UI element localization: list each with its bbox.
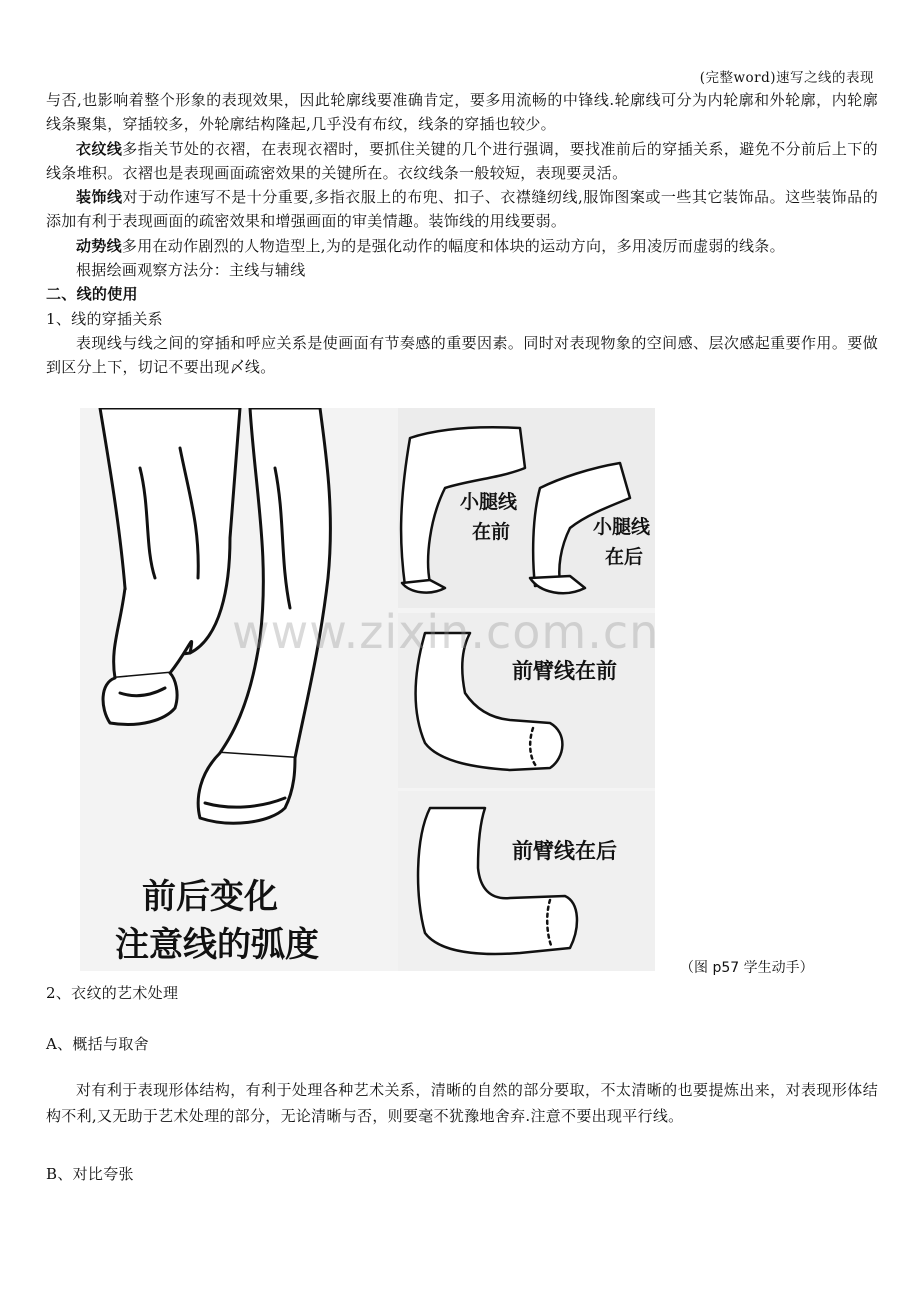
paragraph-main-aux: 根据绘画观察方法分：主线与辅线 <box>76 261 306 280</box>
body-text <box>46 88 878 380</box>
figure-caption: （图 p57 学生动手） <box>680 960 814 976</box>
paragraph-interleave: 表现线与线之间的穿插和呼应关系是使画面有节奏感的重要因素。同时对表现物象的空间感、层次感起重要作用。要做到区分上下，切记不要出现〆线。 <box>46 333 878 377</box>
label-arm-front: 前臂线在前 <box>512 659 617 683</box>
label-main-line2: 注意线的弧度 <box>115 925 319 965</box>
term-fold-lines: 衣纹线 <box>76 139 123 158</box>
label-calf-back-1: 小腿线 <box>593 516 651 538</box>
running-header: (完整word)速写之线的表现 <box>699 70 874 86</box>
paragraph-outline: 与否,也影响着整个形象的表现效果，因此轮廓线要准确肯定，要多用流畅的中锋线.轮廓线可分为内轮廓和外轮廓，内轮廓线条聚集，穿插较多，外轮廓结构隆起,几乎没有布纹，线条的穿插也较少。 <box>46 91 878 134</box>
subsection-heading-2: 2、衣纹的艺术处理 <box>46 984 179 1002</box>
term-decor-lines: 装饰线 <box>76 188 123 207</box>
label-calf-front-1: 小腿线 <box>460 491 518 513</box>
label-calf-back-2: 在后 <box>605 546 644 568</box>
subheading-a: A、概括与取舍 <box>46 1035 149 1053</box>
label-arm-back: 前臂线在后 <box>512 839 617 863</box>
subheading-b: B、对比夸张 <box>46 1165 134 1183</box>
paragraph-decor-lines: 装饰线对于动作速写不是十分重要,多指衣服上的布兜、扣子、衣襟缝纫线,服饰图案或一些其它装饰品。这些装饰品的添加有利于表现画面的疏密效果和增强画面的审美情趣。装饰线的用线要弱。 <box>46 188 878 231</box>
label-calf-front-2: 在前 <box>472 521 511 543</box>
label-main-line1: 前后变化 <box>142 877 278 917</box>
sketch-illustration <box>80 408 655 971</box>
term-motion-lines: 动势线 <box>76 236 122 255</box>
section-heading-2: 二、线的使用 <box>46 285 138 304</box>
sketch-figure <box>80 408 655 971</box>
paragraph-summary: 对有利于表现形体结构，有利于处理各种艺术关系，清晰的自然的部分要取，不太清晰的也要提炼出来，对表现形体结构不利,又无助于艺术处理的部分，无论清晰与否，则要毫不犹豫地舍弃.注意不要出现平行线。 <box>46 1081 878 1125</box>
subsection-heading-1: 1、线的穿插关系 <box>46 309 163 328</box>
paragraph-fold-lines: 衣纹线多指关节处的衣褶，在表现衣褶时，要抓住关键的几个进行强调，要找准前后的穿插关系，避免不分前后上下的线条堆积。衣褶也是表现画面疏密效果的关键所在。衣纹线条一般较短，表现要灵活。 <box>46 139 878 182</box>
watermark: www.zixin.com.cn <box>232 605 660 659</box>
paragraph-motion-lines: 动势线多用在动作剧烈的人物造型上,为的是强化动作的幅度和体块的运动方向，多用凌厉而虚弱的线条。 <box>76 236 785 255</box>
